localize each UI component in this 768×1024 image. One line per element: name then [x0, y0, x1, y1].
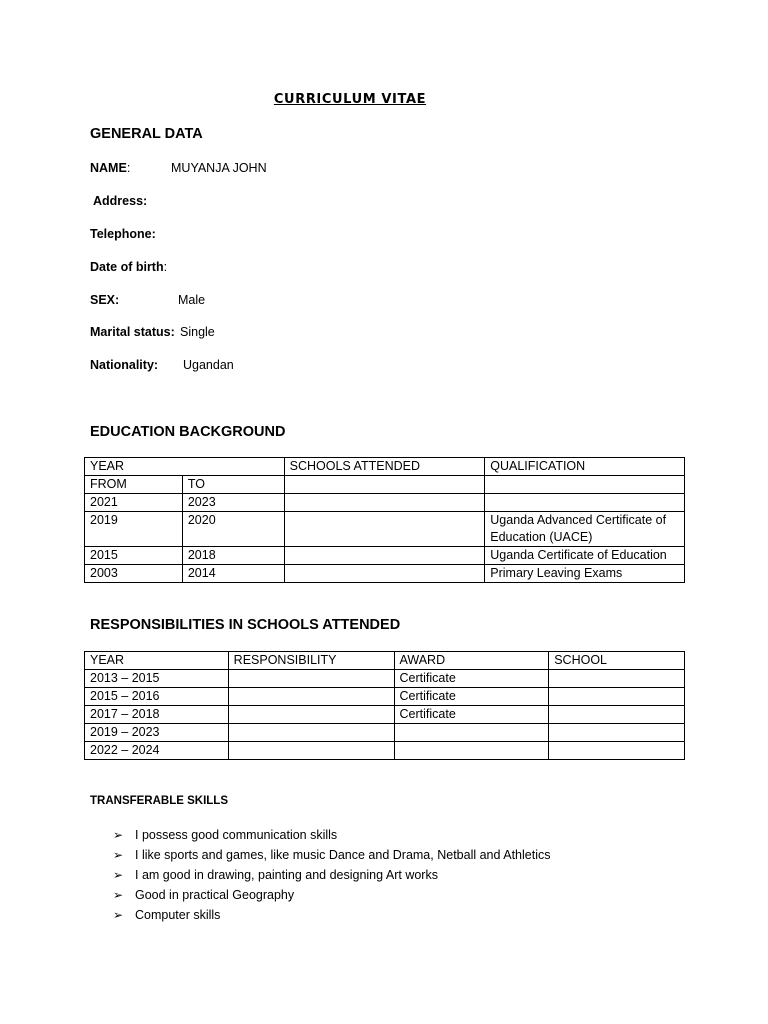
education-school	[284, 494, 485, 512]
responsibilities-col-responsibility: RESPONSIBILITY	[228, 652, 394, 670]
skills-list	[113, 826, 550, 926]
list-item	[113, 866, 550, 886]
skill-text: I am good in drawing, painting and designing Art works	[135, 868, 438, 882]
education-qualification: Primary Leaving Exams	[485, 565, 685, 583]
responsibility-year: 2022 – 2024	[85, 742, 229, 760]
responsibility-school	[549, 706, 685, 724]
education-col-schools: SCHOOLS ATTENDED	[284, 458, 485, 476]
education-school	[284, 547, 485, 565]
marital-status-value: Single	[180, 325, 215, 339]
responsibility-award: Certificate	[394, 706, 549, 724]
education-from: 2021	[85, 494, 183, 512]
responsibilities-table	[84, 651, 685, 760]
table-cell	[284, 476, 485, 494]
table-row	[85, 547, 685, 565]
skill-text: I like sports and games, like music Dance and Drama, Netball and Athletics	[135, 848, 551, 862]
education-to: 2018	[182, 547, 284, 565]
responsibilities-col-school: SCHOOL	[549, 652, 685, 670]
table-row	[85, 565, 685, 583]
arrow-bullet-icon: ➢	[113, 828, 124, 842]
responsibility-award: Certificate	[394, 670, 549, 688]
cv-title: CURRICULUM VITAE	[273, 92, 427, 107]
skill-text: I possess good communication skills	[135, 828, 338, 842]
telephone-label: Telephone:	[90, 227, 156, 241]
education-qualification: Uganda Certificate of Education	[485, 547, 685, 565]
responsibility-award: Certificate	[394, 688, 549, 706]
education-qualification	[485, 494, 685, 512]
education-to: 2014	[182, 565, 284, 583]
responsibilities-header-row	[85, 652, 685, 670]
responsibility-award	[394, 742, 549, 760]
education-subheader-row	[85, 476, 685, 494]
responsibility-year: 2013 – 2015	[85, 670, 229, 688]
sex-value: Male	[178, 293, 206, 307]
responsibility-school	[549, 724, 685, 742]
arrow-bullet-icon: ➢	[113, 888, 124, 902]
arrow-bullet-icon: ➢	[113, 868, 124, 882]
responsibility-role	[228, 724, 394, 742]
responsibilities-col-award: AWARD	[394, 652, 549, 670]
table-row	[85, 742, 685, 760]
list-item	[113, 886, 550, 906]
responsibility-role	[228, 688, 394, 706]
dob-label: Date of birth:	[90, 260, 168, 274]
name-value: MUYANJA JOHN	[171, 161, 267, 175]
arrow-bullet-icon: ➢	[113, 908, 124, 922]
education-from: 2015	[85, 547, 183, 565]
responsibility-school	[549, 742, 685, 760]
sex-label: SEX:	[90, 293, 120, 307]
skill-text: Good in practical Geography	[135, 888, 295, 902]
responsibilities-heading: RESPONSIBILITIES IN SCHOOLS ATTENDED	[90, 617, 401, 633]
responsibility-year: 2017 – 2018	[85, 706, 229, 724]
education-school	[284, 512, 485, 547]
list-item	[113, 826, 550, 846]
education-col-year: YEAR	[85, 458, 285, 476]
nationality-label: Nationality:	[90, 358, 159, 372]
education-col-to: TO	[182, 476, 284, 494]
arrow-bullet-icon: ➢	[113, 848, 124, 862]
skill-text: Computer skills	[135, 908, 221, 922]
responsibility-role	[228, 670, 394, 688]
list-item	[113, 846, 550, 866]
education-from: 2003	[85, 565, 183, 583]
education-col-from: FROM	[85, 476, 183, 494]
table-row	[85, 724, 685, 742]
education-from: 2019	[85, 512, 183, 547]
education-col-qualification: QUALIFICATION	[485, 458, 685, 476]
responsibility-year: 2019 – 2023	[85, 724, 229, 742]
education-header-row	[85, 458, 685, 476]
general-data-heading: GENERAL DATA	[90, 126, 203, 142]
education-school	[284, 565, 485, 583]
responsibility-award	[394, 724, 549, 742]
responsibility-role	[228, 706, 394, 724]
address-label: Address:	[93, 194, 148, 208]
table-row	[85, 494, 685, 512]
table-row	[85, 512, 685, 547]
table-row	[85, 688, 685, 706]
responsibility-role	[228, 742, 394, 760]
table-cell	[485, 476, 685, 494]
education-to: 2023	[182, 494, 284, 512]
list-item	[113, 906, 550, 926]
education-to: 2020	[182, 512, 284, 547]
table-row	[85, 670, 685, 688]
name-label: NAME:	[90, 161, 131, 175]
responsibility-year: 2015 – 2016	[85, 688, 229, 706]
responsibility-school	[549, 688, 685, 706]
education-qualification: Uganda Advanced Certificate of Education (UACE)	[485, 512, 685, 547]
responsibilities-col-year: YEAR	[85, 652, 229, 670]
skills-heading: TRANSFERABLE SKILLS	[90, 795, 228, 807]
nationality-value: Ugandan	[183, 358, 234, 372]
education-table	[84, 457, 685, 583]
table-row	[85, 706, 685, 724]
responsibility-school	[549, 670, 685, 688]
education-heading: EDUCATION BACKGROUND	[90, 424, 286, 440]
marital-status-label: Marital status:	[90, 325, 175, 339]
